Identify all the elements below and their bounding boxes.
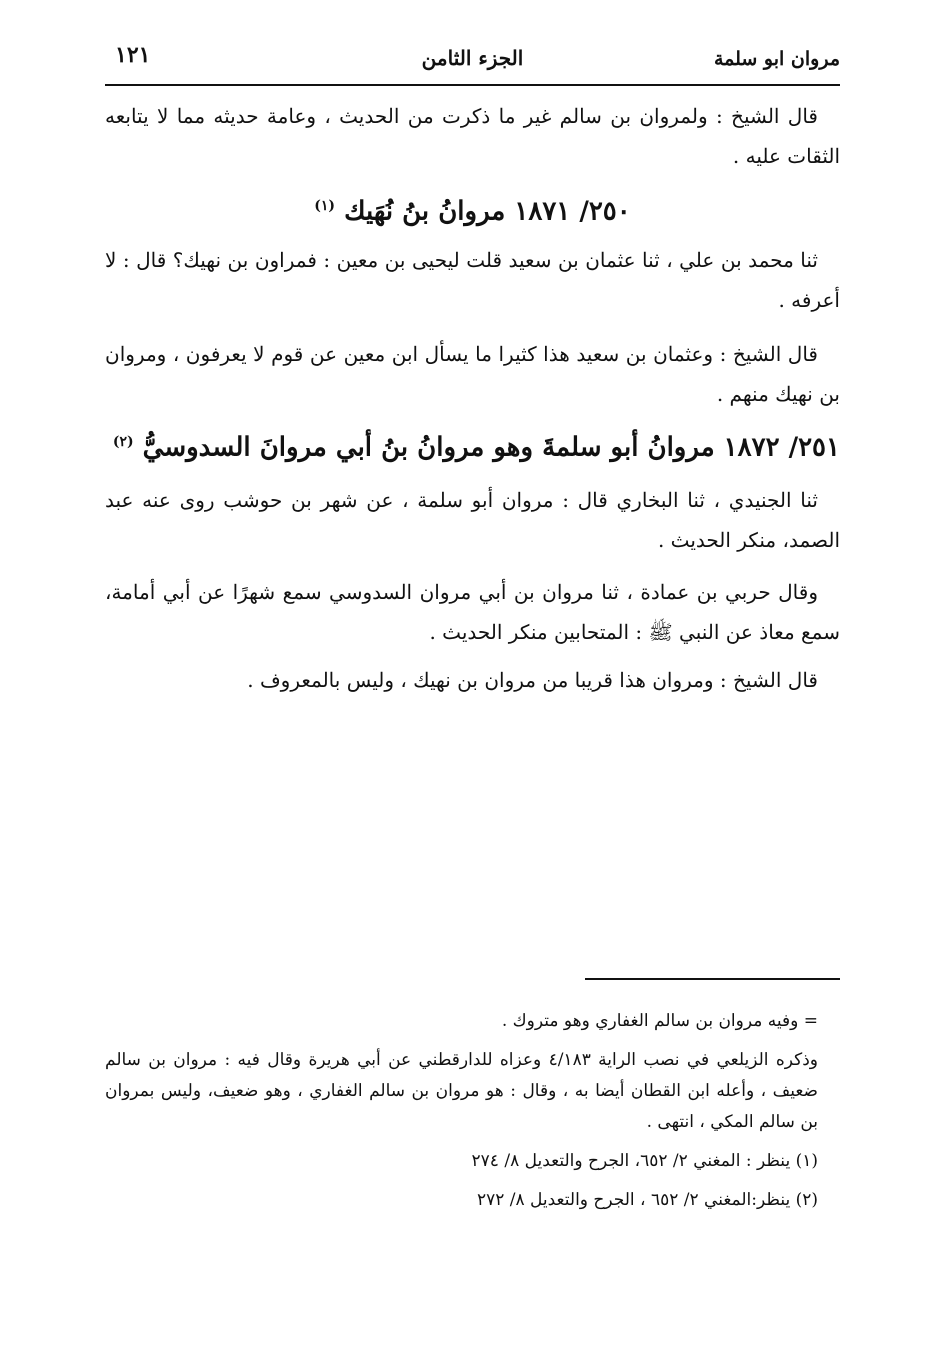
paragraph-narration-2 xyxy=(105,480,840,560)
footnote-continuation-2: وذكره الزيلعي في نصب الراية ٤/١٨٣ وعزاه للدارقطني عن أبي هريرة وقال فيه : مروان بن سالم ضعيف ، وأعله ابن القطان أيضا به ، وقال : هو مروان بن سالم الغفاري ، وهو ضعيف، وليس بمروان بن سالم المكي ، انتهى . xyxy=(105,1050,818,1132)
footnote-continuation: = وفيه مروان بن سالم الغفاري وهو متروك . xyxy=(501,1011,818,1031)
paragraph-comment xyxy=(105,334,840,414)
entry-heading-text: ٢٥٠/ ١٨٧١ مروانُ بنُ نُهَيك xyxy=(344,196,631,227)
part-title: الجزء الثامن xyxy=(421,46,524,70)
footnote-rule xyxy=(585,978,840,980)
footnote-ref: (١) xyxy=(314,198,336,214)
paragraph-narration-3 xyxy=(105,572,840,652)
entry-heading-251 xyxy=(105,422,840,468)
paragraph-text: وقال حربي بن عمادة ، ثنا مروان بن أبي مروان السدوسي سمع شهرًا عن أبي أمامة، سمع معاذ عن النبي ﷺ : المتحابين منكر الحديث . xyxy=(105,580,840,644)
entry-heading-250 xyxy=(105,186,840,232)
paragraph-text: قال الشيخ : ومروان هذا قريبا من مروان بن نهيك ، وليس بالمعروف . xyxy=(247,668,818,692)
footnote-ref: (٢) xyxy=(112,434,134,450)
entry-heading-text: ٢٥١/ ١٨٧٢ مروانُ أبو سلمةَ وهو مروانُ بنُ أبي مروانَ السدوسيُّ xyxy=(142,432,840,463)
paragraph-intro xyxy=(105,96,840,176)
page-number: ١٢١ xyxy=(115,42,151,68)
page-header xyxy=(105,40,840,80)
paragraph-comment-2 xyxy=(105,660,840,700)
header-rule xyxy=(105,84,840,86)
paragraph-text: قال الشيخ : ولمروان بن سالم غير ما ذكرت من الحديث ، وعامة حديثه مما لا يتابعه الثقات عليه . xyxy=(105,104,840,168)
running-title: مروان ابو سلمة xyxy=(713,48,840,70)
footnote-1: (١) ينظر : المغني ٢/ ٦٥٢، الجرح والتعديل ٨/ ٢٧٤ xyxy=(471,1151,818,1171)
paragraph-text: ثنا محمد بن علي ، ثنا عثمان بن سعيد قلت ليحيى بن معين : فمراون بن نهيك؟ قال : لا أعرفه . xyxy=(105,248,840,312)
paragraph-text: ثنا الجنيدي ، ثنا البخاري قال : مروان أبو سلمة ، عن شهر بن حوشب روى عنه عبد الصمد، منكر الحديث . xyxy=(105,488,840,552)
footnote-2: (٢) ينظر:المغني ٢/ ٦٥٢ ، الجرح والتعديل ٨/ ٢٧٢ xyxy=(476,1190,818,1210)
paragraph-narration xyxy=(105,240,840,320)
paragraph-text: قال الشيخ : وعثمان بن سعيد هذا كثيرا ما يسأل ابن معين عن قوم لا يعرفون ، ومروان بن نهيك منهم . xyxy=(105,342,840,406)
footnotes xyxy=(105,1006,840,1216)
